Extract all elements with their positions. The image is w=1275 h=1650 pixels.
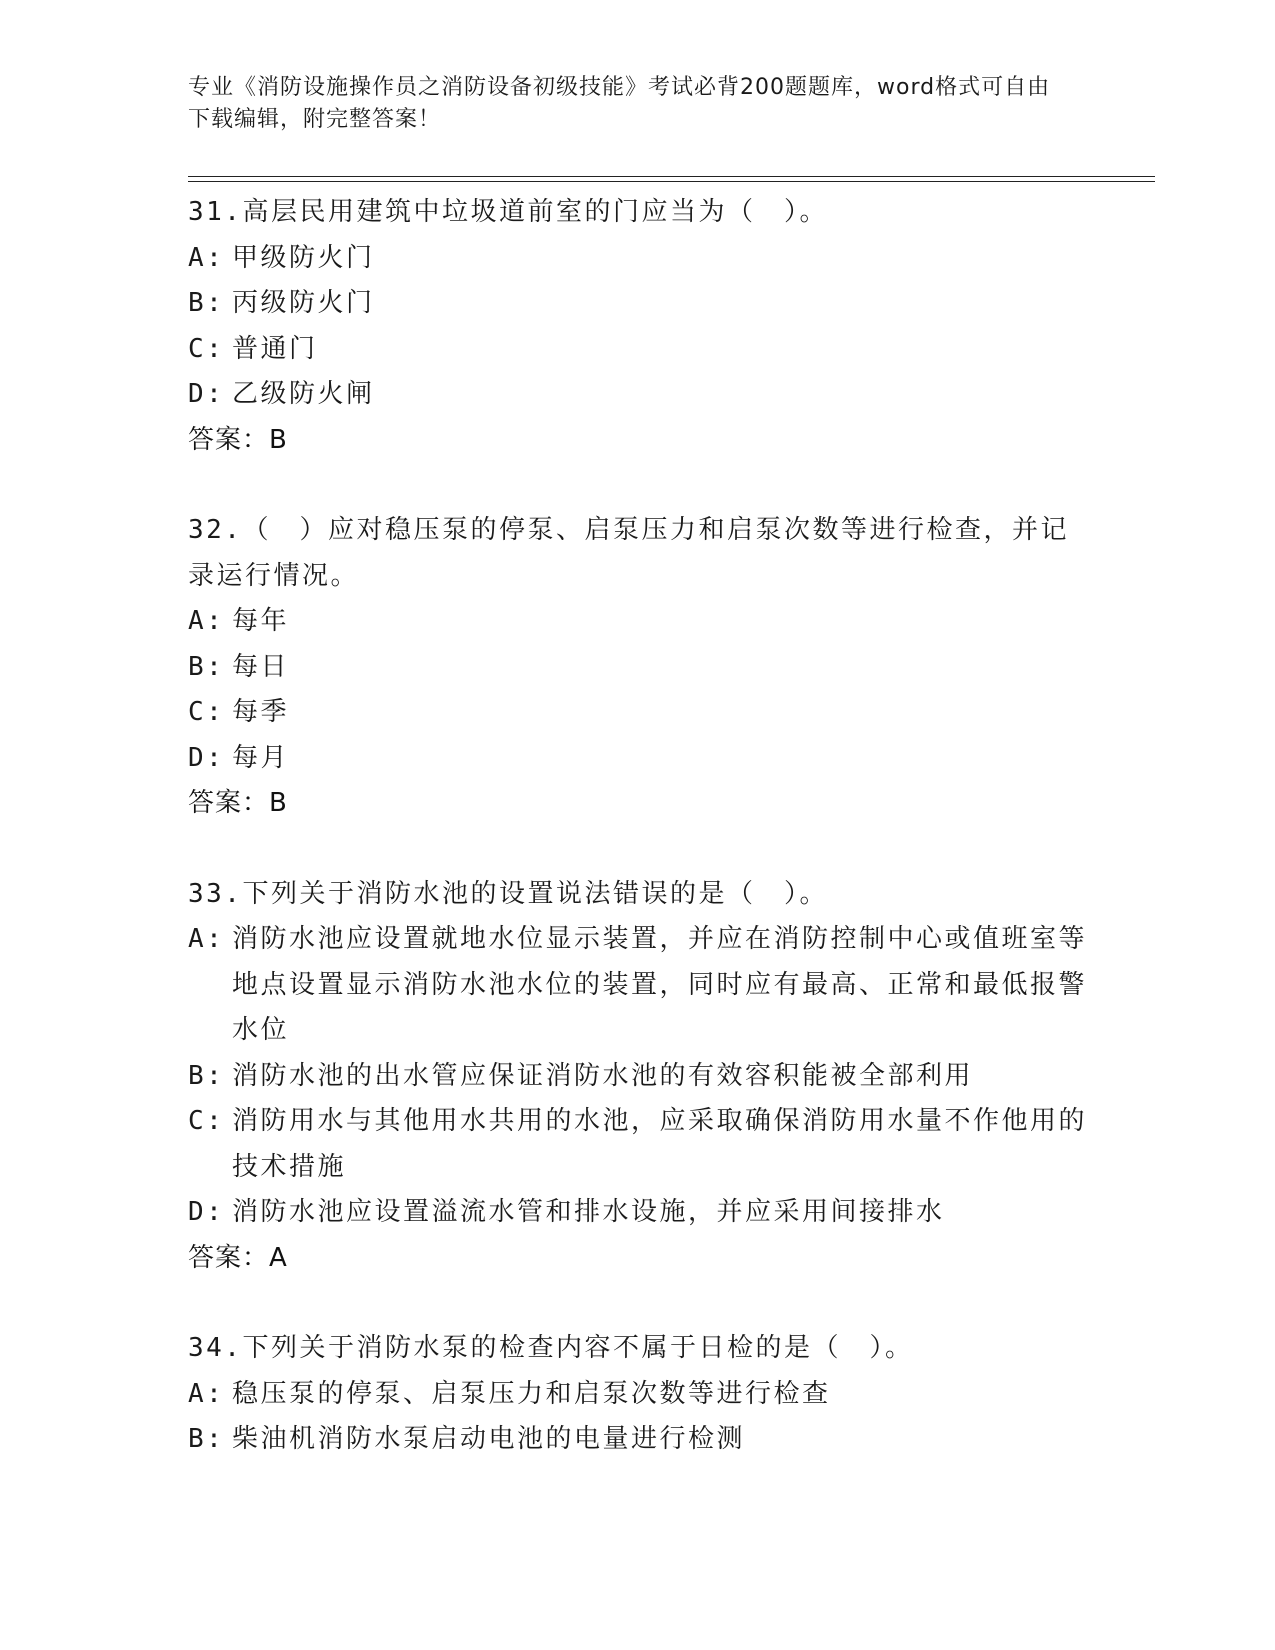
option-key: C:: [188, 697, 225, 727]
option-key: A:: [188, 1378, 225, 1409]
option-a: [188, 1372, 1088, 1418]
option-text: 消防水池的出水管应保证消防水池的有效容积能被全部利用: [232, 1060, 974, 1091]
option-text: 普通门: [232, 333, 318, 364]
option-d: [188, 372, 1088, 418]
option-key: B:: [188, 651, 225, 682]
option-key: D:: [188, 742, 225, 773]
option-key: B:: [188, 1060, 225, 1091]
option-text: 每月: [232, 742, 290, 773]
answer-line: 答案：A: [188, 1242, 288, 1273]
answer-line: 答案：B: [188, 424, 288, 455]
question-stem: 34.下列关于消防水泵的检查内容不属于日检的是（ ）。: [188, 1333, 914, 1363]
option-key: C:: [188, 333, 225, 364]
option-text: 甲级防火门: [232, 242, 375, 273]
question-stem: 33.下列关于消防水池的设置说法错误的是（ ）。: [188, 878, 828, 909]
option-text: 乙级防火闸: [232, 379, 375, 409]
question-33: [188, 872, 1088, 1282]
option-text: 消防用水与其他用水共用的水池，应采取确保消防用水量不作他用的技术措施: [232, 1106, 1088, 1182]
option-c: [188, 327, 1088, 373]
question-list: [188, 190, 1088, 1508]
option-text: 柴油机消防水泵启动电池的电量进行检测: [232, 1424, 746, 1454]
header-divider-bottom: [188, 181, 1155, 182]
question-stem: 32.（ ）应对稳压泵的停泵、启泵压力和启泵次数等进行检查，并记录运行情况。: [188, 515, 1069, 591]
option-text: 每年: [232, 606, 290, 636]
option-text: 消防水池应设置溢流水管和排水设施，并应采用间接排水: [232, 1197, 945, 1227]
answer-line: 答案：B: [188, 788, 288, 818]
option-d: [188, 736, 1088, 782]
option-text: 稳压泵的停泵、启泵压力和启泵次数等进行检查: [232, 1378, 831, 1409]
option-text: 消防水池应设置就地水位显示装置，并应在消防控制中心或值班室等地点设置显示消防水池水位的装置，同时应有最高、正常和最低报警水位: [232, 924, 1088, 1045]
option-a: [188, 917, 1088, 1054]
option-b: [188, 281, 1088, 327]
option-key: B:: [188, 288, 225, 318]
document-header: 专业《消防设施操作员之消防设备初级技能》考试必背200题题库，word格式可自由下载编辑，附完整答案！: [188, 75, 1051, 132]
option-text: 丙级防火门: [232, 288, 375, 318]
option-key: A:: [188, 606, 225, 636]
option-b: [188, 1054, 1088, 1100]
option-a: [188, 236, 1088, 282]
option-key: A:: [188, 242, 225, 273]
option-c: [188, 1099, 1088, 1190]
question-34: [188, 1326, 1088, 1463]
option-key: A:: [188, 924, 225, 954]
option-d: [188, 1190, 1088, 1236]
option-key: D:: [188, 379, 225, 409]
header-divider-top: [188, 176, 1155, 177]
option-a: [188, 599, 1088, 645]
option-text: 每季: [232, 697, 290, 727]
question-stem: 31.高层民用建筑中垃圾道前室的门应当为（ ）。: [188, 197, 828, 227]
option-text: 每日: [232, 651, 290, 682]
question-31: [188, 190, 1088, 463]
option-key: C:: [188, 1106, 225, 1136]
option-b: [188, 645, 1088, 691]
option-key: B:: [188, 1424, 225, 1454]
option-c: [188, 690, 1088, 736]
option-key: D:: [188, 1197, 225, 1227]
question-32: [188, 508, 1088, 827]
option-b: [188, 1417, 1088, 1463]
